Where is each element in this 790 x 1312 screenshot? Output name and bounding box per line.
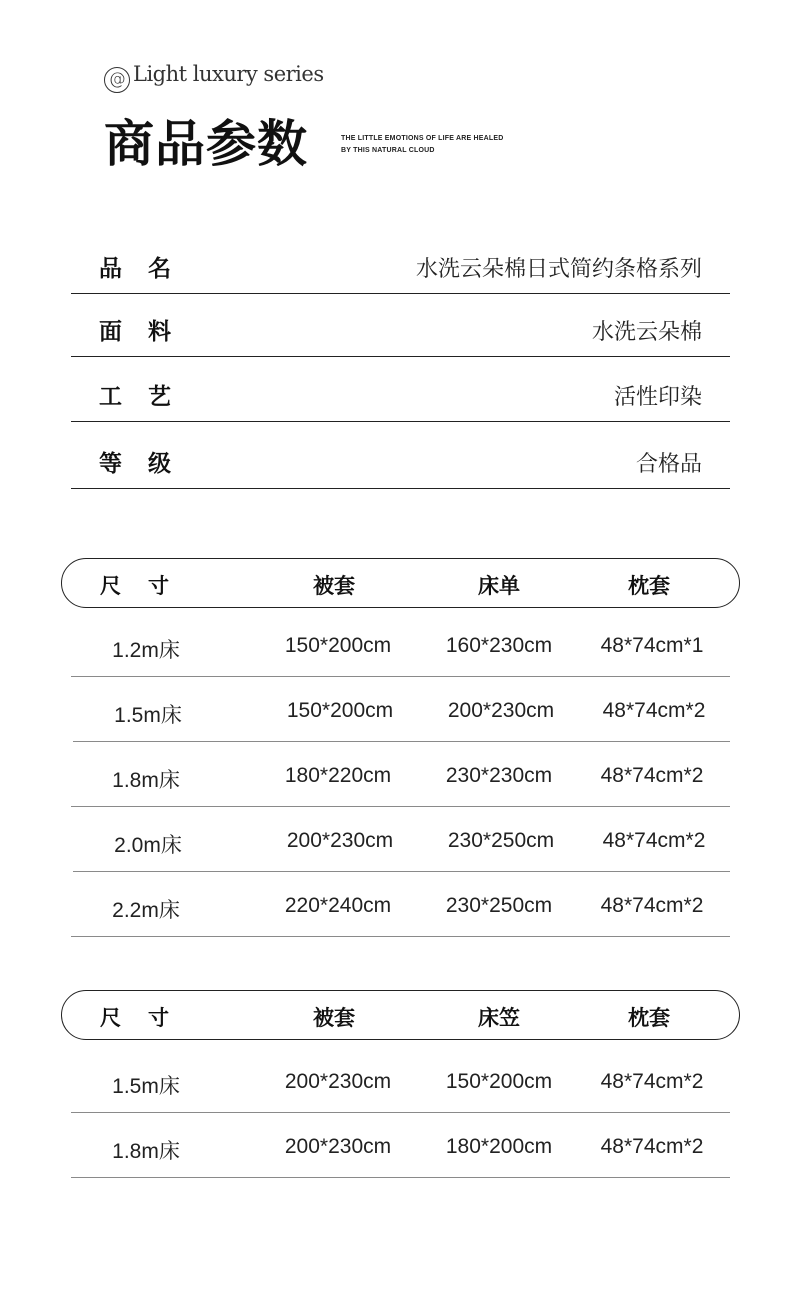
cell-size: 1.8m床 (112, 1140, 180, 1163)
param-label: 品名 (99, 256, 197, 282)
cell-size: 2.2m床 (112, 899, 180, 922)
table-row (71, 1113, 730, 1178)
table-row (71, 612, 730, 677)
size-table-sheet (61, 558, 740, 937)
cell-size: 1.5m床 (114, 704, 182, 727)
header-pillowcase: 枕套 (628, 574, 670, 598)
cell-duvet-cover: 200*230cm (286, 829, 394, 852)
param-row-grade (71, 422, 730, 489)
cell-duvet-cover: 200*230cm (284, 1070, 392, 1093)
cell-bed-sheet: 230*250cm (445, 894, 553, 917)
cell-duvet-cover: 150*200cm (284, 634, 392, 657)
cell-duvet-cover: 180*220cm (284, 764, 392, 787)
cell-pillowcase: 48*74cm*2 (602, 829, 706, 852)
subtitle-line-1: THE LITTLE EMOTIONS OF LIFE ARE HEALED (341, 135, 504, 142)
param-value: 水洗云朵棉日式简约条格系列 (415, 257, 702, 282)
at-icon: @ (104, 67, 130, 93)
param-label: 等级 (99, 451, 197, 477)
series-logo (104, 62, 324, 93)
header-pillowcase: 枕套 (628, 1006, 670, 1030)
cell-bed-sheet: 160*230cm (445, 634, 553, 657)
cell-pillowcase: 48*74cm*1 (600, 634, 704, 657)
table-row (71, 742, 730, 807)
cell-pillowcase: 48*74cm*2 (600, 764, 704, 787)
param-value: 活性印染 (613, 385, 702, 410)
table-row (71, 872, 730, 937)
cell-size: 1.8m床 (112, 769, 180, 792)
table-row (73, 807, 730, 872)
cell-size: 2.0m床 (114, 834, 182, 857)
cell-bed-sheet: 230*230cm (445, 764, 553, 787)
header-duvet-cover: 被套 (313, 574, 355, 598)
header-duvet-cover: 被套 (313, 1006, 355, 1030)
cell-bed-sheet: 230*250cm (447, 829, 555, 852)
page-subtitle (341, 133, 504, 157)
cell-pillowcase: 48*74cm*2 (602, 699, 706, 722)
header-size: 尺寸 (100, 574, 196, 598)
table-row (71, 1048, 730, 1113)
cell-fitted-sheet: 180*200cm (445, 1135, 553, 1158)
page-title: 商品参数 (104, 115, 308, 173)
cell-pillowcase: 48*74cm*2 (600, 1070, 704, 1093)
cell-duvet-cover: 200*230cm (284, 1135, 392, 1158)
header-size: 尺寸 (100, 1006, 196, 1030)
size-table-fitted-sheet (61, 990, 740, 1178)
cell-bed-sheet: 200*230cm (447, 699, 555, 722)
table-header (61, 990, 740, 1040)
cell-fitted-sheet: 150*200cm (445, 1070, 553, 1093)
table-header (61, 558, 740, 608)
param-row-name (71, 240, 730, 294)
cell-duvet-cover: 220*240cm (284, 894, 392, 917)
cell-pillowcase: 48*74cm*2 (600, 1135, 704, 1158)
param-row-fabric (71, 294, 730, 357)
header-bed-sheet: 床单 (478, 574, 520, 598)
header-fitted-sheet: 床笠 (478, 1006, 520, 1030)
param-value: 水洗云朵棉 (591, 320, 702, 345)
cell-duvet-cover: 150*200cm (286, 699, 394, 722)
series-name: Light luxury series (133, 62, 324, 86)
table-row (73, 677, 730, 742)
param-row-craft (71, 357, 730, 422)
cell-pillowcase: 48*74cm*2 (600, 894, 704, 917)
param-label: 工艺 (99, 384, 197, 410)
cell-size: 1.5m床 (112, 1075, 180, 1098)
param-label: 面料 (99, 319, 197, 345)
cell-size: 1.2m床 (112, 639, 180, 662)
product-params-table (71, 240, 730, 489)
subtitle-line-2: BY THIS NATURAL CLOUD (341, 147, 435, 154)
param-value: 合格品 (635, 452, 702, 477)
